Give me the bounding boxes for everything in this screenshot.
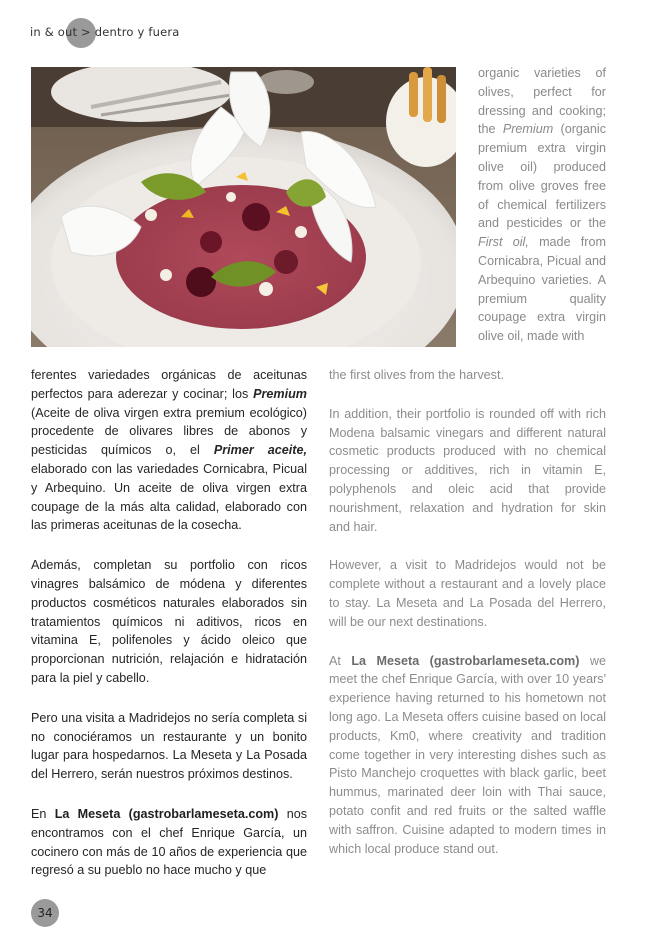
english-text-run-italic: Premium xyxy=(502,122,554,137)
english-paragraph: However, a visit to Madridejos would not be complete without a restaurant and a lovely place to stay. La Meseta and La Posada del Herrero, will be our next destinations. xyxy=(329,558,606,629)
premium-emphasis: Premium xyxy=(253,386,307,401)
english-column xyxy=(329,366,606,878)
spanish-paragraph xyxy=(31,366,307,535)
english-paragraph: In addition, their portfolio is rounded off with rich Modena balsamic vinegars and different natural cosmetic products produced with no chemical processing or additives, rich in vitamin E, polyphenols and oleic acid that provide nourishment, relaxation and hydration for skin and hair. xyxy=(329,406,606,534)
english-paragraph: the first olives from the harvest. xyxy=(329,368,504,382)
text-run: we meet the chef Enrique García, with over 10 years' experience having returned to his hometown not long ago. La Meseta offers cuisine based on local products, Km0, where creativity and tradition come together in very interesting dishes such as Pisto Manchejo croquettes with black garlic, beet hummus, marinated deer loin with Thai sauce, potato confit and red fruits or the salted waffle with saffron. Cuisine adapted to modern times in which local produce stand out. xyxy=(329,653,606,856)
section-title: in & out > dentro y fuera xyxy=(30,25,180,39)
primer-aceite-emphasis: Primer aceite, xyxy=(213,443,307,458)
restaurant-name: La Meseta (gastrobarlameseta.com) xyxy=(54,806,279,821)
english-text-run: organic varieties of olives, perfect for dressing and cooking; the xyxy=(478,66,606,137)
english-text-run-italic: First oil, xyxy=(478,235,529,250)
english-text-run: made from Cornicabra, Picual and Arbequino varieties. A premium quality coupage extra virgin olive oil, made with xyxy=(478,235,606,344)
spanish-paragraph: Además, completan su portfolio con ricos vinagres balsámico de módena y diferentes productos cosméticos naturales elaborados sin tratamientos químicos ni aditivos, ricos en vitamina E, polifenoles y ácido oleico que proporcionan nutrición, relajación e hidratación para la piel y cabello. xyxy=(31,558,307,685)
english-column-top xyxy=(478,64,606,346)
restaurant-name: La Meseta (gastrobarlameseta.com) xyxy=(351,653,580,668)
text-run: elaborado con las variedades Cornicabra, Picual y Arbequino. Un aceite de oliva virgen extra coupage de la más alta calidad, elaborado con las primeras aceitunas de la cosecha. xyxy=(31,461,307,533)
spanish-column xyxy=(31,366,307,901)
text-run: nos encontramos con el chef Enrique García, un cocinero con más de 10 años de experiencia que regresó a su pueblo no hace mucho y que xyxy=(31,806,307,878)
english-paragraph xyxy=(329,652,606,859)
english-text-run: (organic premium extra virgin olive oil) produced from olive groves free of chemical fertilizers and pesticides or the xyxy=(478,122,606,231)
spanish-paragraph: Pero una visita a Madridejos no sería completa si no conociéramos un restaurante y un bonito lugar para hospedarnos. La Meseta y La Posada del Herrero, serán nuestros próximos destinos. xyxy=(31,710,307,782)
text-run: (Aceite de oliva virgen extra premium ecológico) procedente de olivares libres de abonos y pesticidas químicos o, el xyxy=(31,405,307,458)
page-number: 34 xyxy=(31,899,59,927)
spanish-paragraph xyxy=(31,805,307,880)
text-run: ferentes variedades orgánicas de aceitunas perfectos para aderezar y cocinar; los xyxy=(31,368,307,401)
text-run: At xyxy=(329,653,352,668)
text-run: En xyxy=(31,806,55,821)
plated-dish-photo xyxy=(31,67,456,347)
